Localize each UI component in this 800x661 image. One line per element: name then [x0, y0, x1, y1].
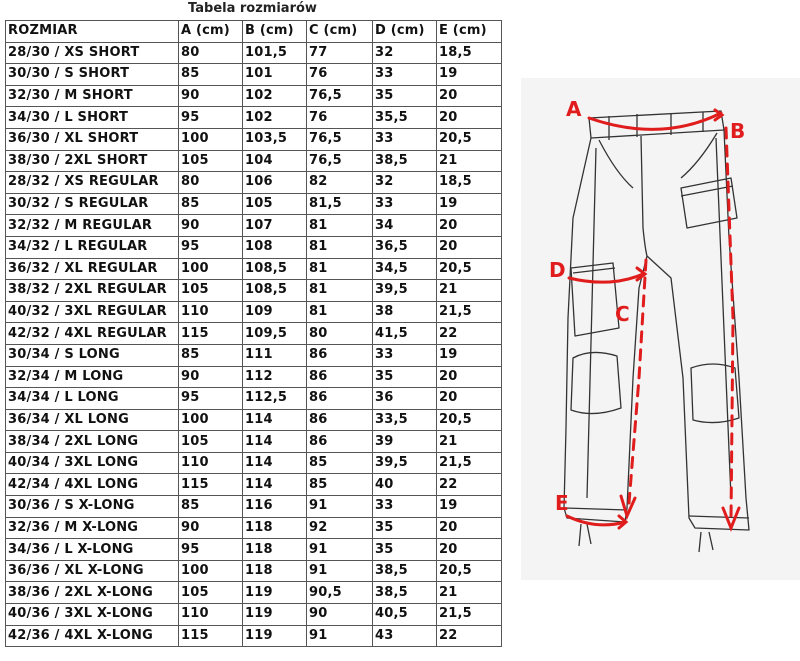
cell-c: 76,5 — [307, 85, 373, 107]
cell-a: 115 — [179, 625, 243, 647]
cell-size: 30/34 / S LONG — [6, 344, 179, 366]
cell-e: 21,5 — [437, 452, 502, 474]
cell-e: 20 — [437, 215, 502, 237]
cell-e: 20 — [437, 366, 502, 388]
cell-e: 20,5 — [437, 128, 502, 150]
cell-a: 85 — [179, 64, 243, 86]
cell-c: 76 — [307, 64, 373, 86]
table-row — [6, 582, 502, 604]
cell-d: 32 — [373, 42, 437, 64]
cell-a: 90 — [179, 85, 243, 107]
table-row — [6, 85, 502, 107]
cell-size: 32/30 / M SHORT — [6, 85, 179, 107]
cell-d: 39,5 — [373, 452, 437, 474]
cell-size: 42/32 / 4XL REGULAR — [6, 323, 179, 345]
cell-d: 33 — [373, 344, 437, 366]
pants-measurement-diagram — [521, 78, 800, 580]
cell-c: 92 — [307, 517, 373, 539]
cell-d: 41,5 — [373, 323, 437, 345]
cell-b: 101,5 — [243, 42, 307, 64]
cell-size: 36/34 / XL LONG — [6, 409, 179, 431]
table-row — [6, 128, 502, 150]
cell-c: 91 — [307, 539, 373, 561]
pants-outline — [564, 111, 749, 552]
table-row — [6, 496, 502, 518]
cell-d: 32 — [373, 172, 437, 194]
cell-a: 110 — [179, 452, 243, 474]
table-row — [6, 215, 502, 237]
cell-d: 35 — [373, 366, 437, 388]
cell-a: 90 — [179, 517, 243, 539]
cell-b: 116 — [243, 496, 307, 518]
measure-label-a: A — [566, 97, 582, 121]
cell-b: 112,5 — [243, 388, 307, 410]
cell-d: 33 — [373, 193, 437, 215]
table-row — [6, 517, 502, 539]
table-row — [6, 42, 502, 64]
table-row — [6, 625, 502, 647]
cell-c: 91 — [307, 625, 373, 647]
cell-size: 38/36 / 2XL X-LONG — [6, 582, 179, 604]
cell-a: 95 — [179, 107, 243, 129]
header-cell-size: ROZMIAR — [6, 21, 179, 43]
table-header-row — [6, 21, 502, 43]
cell-b: 102 — [243, 85, 307, 107]
cell-b: 119 — [243, 625, 307, 647]
cell-d: 38,5 — [373, 582, 437, 604]
cell-b: 108,5 — [243, 280, 307, 302]
cell-d: 33 — [373, 496, 437, 518]
table-row — [6, 452, 502, 474]
cell-d: 36,5 — [373, 236, 437, 258]
cell-a: 110 — [179, 301, 243, 323]
table-row — [6, 344, 502, 366]
cell-c: 81 — [307, 215, 373, 237]
cell-c: 81 — [307, 258, 373, 280]
cell-b: 112 — [243, 366, 307, 388]
measure-label-d: D — [549, 258, 566, 282]
cell-a: 95 — [179, 236, 243, 258]
cell-a: 110 — [179, 604, 243, 626]
header-cell-d: D (cm) — [373, 21, 437, 43]
size-table — [5, 20, 502, 647]
header-cell-a: A (cm) — [179, 21, 243, 43]
cell-d: 33 — [373, 64, 437, 86]
table-row — [6, 172, 502, 194]
cell-a: 100 — [179, 258, 243, 280]
cell-size: 40/32 / 3XL REGULAR — [6, 301, 179, 323]
cell-c: 86 — [307, 431, 373, 453]
cell-c: 76 — [307, 107, 373, 129]
cell-b: 118 — [243, 539, 307, 561]
cell-b: 108,5 — [243, 258, 307, 280]
cell-e: 20 — [437, 107, 502, 129]
cell-d: 35,5 — [373, 107, 437, 129]
measure-d-line — [569, 274, 643, 282]
measure-label-c: C — [615, 302, 630, 326]
cell-a: 105 — [179, 582, 243, 604]
cell-size: 32/32 / M REGULAR — [6, 215, 179, 237]
cell-size: 42/36 / 4XL X-LONG — [6, 625, 179, 647]
cell-d: 33 — [373, 128, 437, 150]
cell-d: 43 — [373, 625, 437, 647]
cell-b: 109,5 — [243, 323, 307, 345]
cell-e: 19 — [437, 64, 502, 86]
table-row — [6, 409, 502, 431]
cell-e: 19 — [437, 496, 502, 518]
cell-size: 36/30 / XL SHORT — [6, 128, 179, 150]
cell-c: 76,5 — [307, 150, 373, 172]
cell-a: 90 — [179, 366, 243, 388]
cell-size: 28/30 / XS SHORT — [6, 42, 179, 64]
cell-e: 20 — [437, 236, 502, 258]
table-row — [6, 193, 502, 215]
table-row — [6, 366, 502, 388]
cell-a: 115 — [179, 323, 243, 345]
cell-d: 38,5 — [373, 150, 437, 172]
cell-a: 85 — [179, 496, 243, 518]
cell-a: 105 — [179, 150, 243, 172]
measure-c-line — [629, 260, 646, 503]
table-row — [6, 539, 502, 561]
cell-d: 35 — [373, 539, 437, 561]
cell-e: 21 — [437, 431, 502, 453]
cell-a: 115 — [179, 474, 243, 496]
cell-c: 90 — [307, 604, 373, 626]
cell-a: 100 — [179, 560, 243, 582]
cell-a: 105 — [179, 280, 243, 302]
cell-c: 81 — [307, 280, 373, 302]
cell-d: 34,5 — [373, 258, 437, 280]
cell-b: 102 — [243, 107, 307, 129]
cell-e: 19 — [437, 193, 502, 215]
cell-e: 20 — [437, 517, 502, 539]
cell-b: 107 — [243, 215, 307, 237]
cell-c: 86 — [307, 344, 373, 366]
cell-size: 30/32 / S REGULAR — [6, 193, 179, 215]
header-cell-c: C (cm) — [307, 21, 373, 43]
cell-b: 118 — [243, 517, 307, 539]
table-row — [6, 301, 502, 323]
cell-d: 38,5 — [373, 560, 437, 582]
cell-b: 114 — [243, 431, 307, 453]
cell-size: 34/36 / L X-LONG — [6, 539, 179, 561]
cell-e: 18,5 — [437, 42, 502, 64]
cell-size: 28/32 / XS REGULAR — [6, 172, 179, 194]
cell-size: 32/36 / M X-LONG — [6, 517, 179, 539]
table-row — [6, 150, 502, 172]
cell-c: 82 — [307, 172, 373, 194]
cell-d: 39,5 — [373, 280, 437, 302]
cell-c: 76,5 — [307, 128, 373, 150]
cell-d: 40,5 — [373, 604, 437, 626]
cell-b: 114 — [243, 474, 307, 496]
cell-size: 42/34 / 4XL LONG — [6, 474, 179, 496]
cell-c: 80 — [307, 323, 373, 345]
cell-d: 33,5 — [373, 409, 437, 431]
cell-d: 35 — [373, 517, 437, 539]
table-row — [6, 107, 502, 129]
cell-e: 18,5 — [437, 172, 502, 194]
cell-b: 105 — [243, 193, 307, 215]
table-row — [6, 474, 502, 496]
cell-a: 80 — [179, 42, 243, 64]
cell-c: 85 — [307, 452, 373, 474]
cell-c: 86 — [307, 366, 373, 388]
cell-d: 39 — [373, 431, 437, 453]
cell-size: 34/34 / L LONG — [6, 388, 179, 410]
cell-d: 40 — [373, 474, 437, 496]
cell-size: 40/34 / 3XL LONG — [6, 452, 179, 474]
table-row — [6, 323, 502, 345]
cell-b: 104 — [243, 150, 307, 172]
cell-d: 35 — [373, 85, 437, 107]
table-row — [6, 388, 502, 410]
table-row — [6, 431, 502, 453]
table-row — [6, 258, 502, 280]
measure-label-b: B — [730, 119, 746, 143]
cell-e: 21 — [437, 150, 502, 172]
cell-c: 86 — [307, 388, 373, 410]
cell-e: 20 — [437, 539, 502, 561]
cell-d: 36 — [373, 388, 437, 410]
cell-a: 100 — [179, 128, 243, 150]
cell-c: 85 — [307, 474, 373, 496]
cell-a: 85 — [179, 193, 243, 215]
table-row — [6, 64, 502, 86]
table-row — [6, 604, 502, 626]
cell-a: 90 — [179, 215, 243, 237]
cell-c: 90,5 — [307, 582, 373, 604]
table-caption: Tabela rozmiarów — [188, 1, 317, 16]
cell-size: 34/30 / L SHORT — [6, 107, 179, 129]
header-cell-e: E (cm) — [437, 21, 502, 43]
cell-b: 119 — [243, 604, 307, 626]
cell-e: 20,5 — [437, 560, 502, 582]
cell-size: 32/34 / M LONG — [6, 366, 179, 388]
cell-a: 85 — [179, 344, 243, 366]
cell-b: 106 — [243, 172, 307, 194]
cell-d: 38 — [373, 301, 437, 323]
cell-c: 91 — [307, 560, 373, 582]
cell-b: 101 — [243, 64, 307, 86]
cell-size: 34/32 / L REGULAR — [6, 236, 179, 258]
cell-d: 34 — [373, 215, 437, 237]
cell-size: 36/32 / XL REGULAR — [6, 258, 179, 280]
cell-a: 100 — [179, 409, 243, 431]
cell-a: 95 — [179, 388, 243, 410]
cell-e: 20 — [437, 85, 502, 107]
cell-size: 38/30 / 2XL SHORT — [6, 150, 179, 172]
cell-c: 77 — [307, 42, 373, 64]
cell-size: 36/36 / XL X-LONG — [6, 560, 179, 582]
cell-e: 21 — [437, 280, 502, 302]
cell-e: 20 — [437, 388, 502, 410]
cell-size: 40/36 / 3XL X-LONG — [6, 604, 179, 626]
table-row — [6, 236, 502, 258]
cell-e: 19 — [437, 344, 502, 366]
cell-c: 86 — [307, 409, 373, 431]
cell-c: 81,5 — [307, 193, 373, 215]
cell-a: 105 — [179, 431, 243, 453]
cell-a: 80 — [179, 172, 243, 194]
cell-e: 22 — [437, 474, 502, 496]
cell-b: 109 — [243, 301, 307, 323]
cell-e: 20,5 — [437, 409, 502, 431]
cell-b: 118 — [243, 560, 307, 582]
cell-b: 103,5 — [243, 128, 307, 150]
table-row — [6, 280, 502, 302]
cell-size: 38/32 / 2XL REGULAR — [6, 280, 179, 302]
cell-b: 114 — [243, 409, 307, 431]
cell-e: 22 — [437, 323, 502, 345]
cell-e: 22 — [437, 625, 502, 647]
cell-size: 30/36 / S X-LONG — [6, 496, 179, 518]
cell-b: 111 — [243, 344, 307, 366]
cell-c: 81 — [307, 236, 373, 258]
table-row — [6, 560, 502, 582]
cell-b: 108 — [243, 236, 307, 258]
cell-b: 119 — [243, 582, 307, 604]
cell-e: 21 — [437, 582, 502, 604]
cell-size: 30/30 / S SHORT — [6, 64, 179, 86]
cell-e: 21,5 — [437, 301, 502, 323]
measure-label-e: E — [555, 491, 569, 515]
header-cell-b: B (cm) — [243, 21, 307, 43]
cell-b: 114 — [243, 452, 307, 474]
cell-size: 38/34 / 2XL LONG — [6, 431, 179, 453]
cell-e: 21,5 — [437, 604, 502, 626]
cell-c: 81 — [307, 301, 373, 323]
cell-c: 91 — [307, 496, 373, 518]
cell-e: 20,5 — [437, 258, 502, 280]
cell-a: 95 — [179, 539, 243, 561]
measurement-marks — [567, 110, 739, 528]
